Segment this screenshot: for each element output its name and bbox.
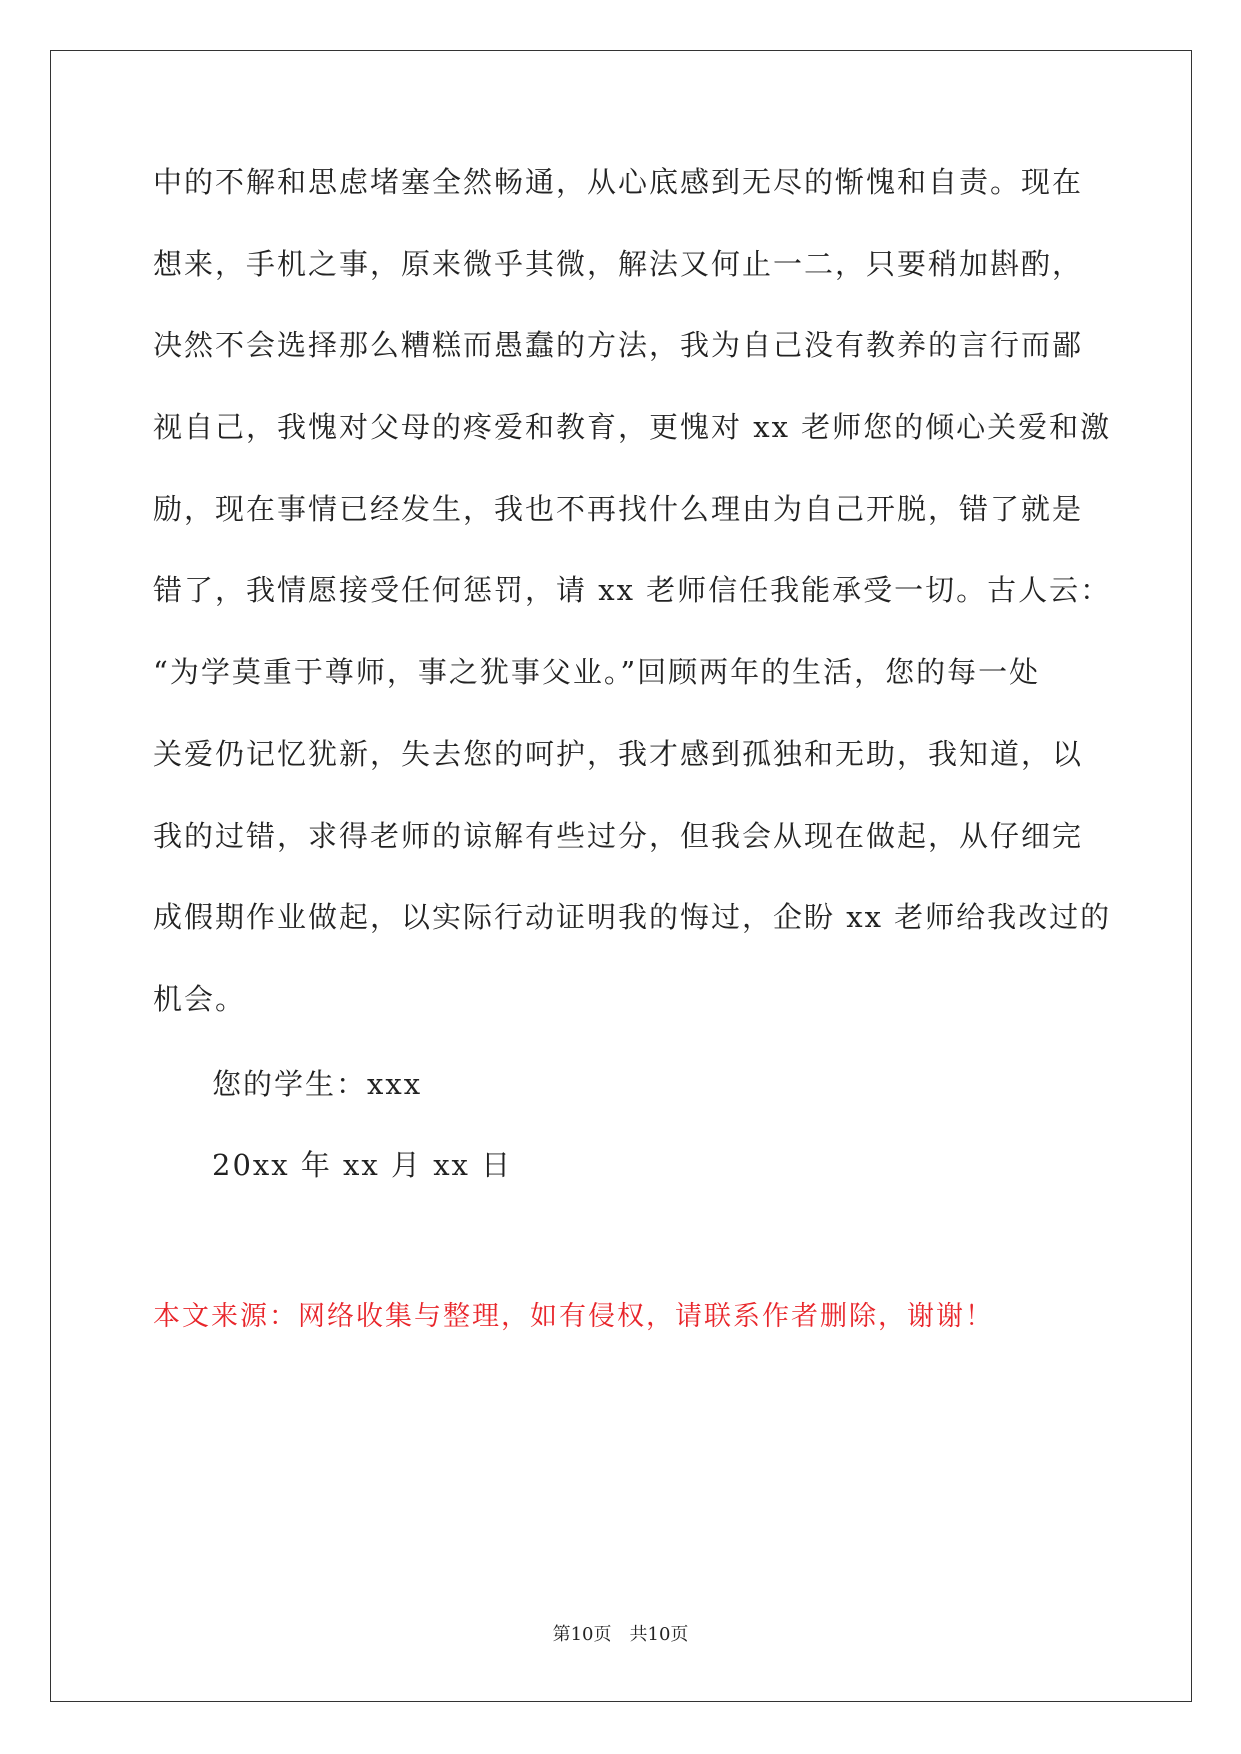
body-line: 想来，手机之事，原来微乎其微，解法又何止一二，只要稍加斟酌， <box>153 246 1084 281</box>
body-line: 成假期作业做起，以实际行动证明我的悔过，企盼 xx 老师给我改过的 <box>153 900 1112 935</box>
body-line: 错了，我情愿接受任何惩罚，请 xx 老师信任我能承受一切。古人云： <box>153 573 1112 608</box>
body-line: 机会。 <box>153 981 247 1016</box>
letter-body <box>153 162 1112 1061</box>
body-line: “为学莫重于尊师，事之犹事父业。”回顾两年的生活，您的每一处 <box>153 655 1041 690</box>
body-line: 视自己，我愧对父母的疼爱和教育，更愧对 xx 老师您的倾心关爱和激 <box>153 410 1112 445</box>
body-line: 我的过错，求得老师的谅解有些过分，但我会从现在做起，从仔细完 <box>153 818 1084 853</box>
body-line: 决然不会选择那么糟糕而愚蠢的方法，我为自己没有教养的言行而鄙 <box>153 328 1084 363</box>
body-line: 励，现在事情已经发生，我也不再找什么理由为自己开脱，错了就是 <box>153 491 1084 526</box>
body-line: 关爱仍记忆犹新，失去您的呵护，我才感到孤独和无助，我知道，以 <box>153 736 1084 771</box>
signature-name: 您的学生：xxx <box>212 1067 423 1101</box>
body-line: 中的不解和思虑堵塞全然畅通，从心底感到无尽的惭愧和自责。现在 <box>153 165 1084 199</box>
signature-date: 20xx 年 xx 月 xx 日 <box>212 1148 513 1182</box>
page-number-footer: 第10页 共10页 <box>552 1624 689 1645</box>
source-note: 本文来源：网络收集与整理，如有侵权，请联系作者删除，谢谢！ <box>153 1301 994 1332</box>
